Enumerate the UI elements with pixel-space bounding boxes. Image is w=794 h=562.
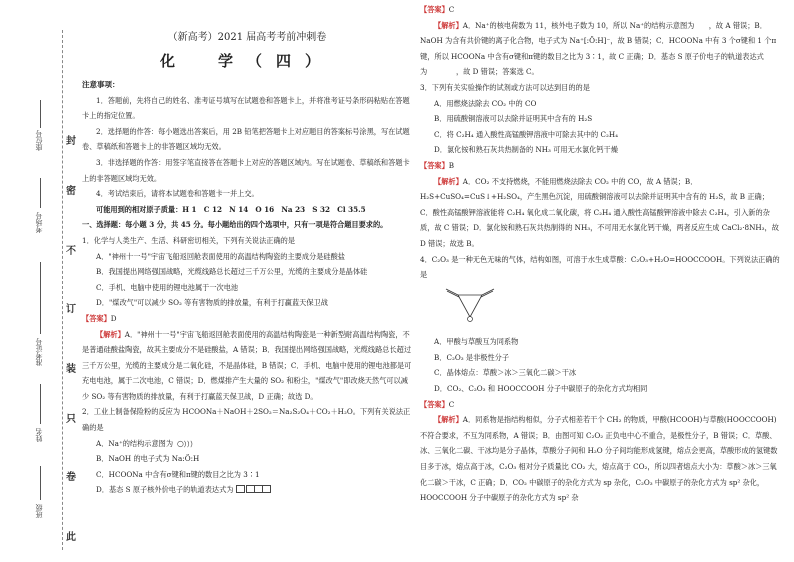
option-4a: A．甲酸与草酸互为同系物 [434,337,519,347]
binding-margin [0,0,78,562]
seat-number-label: 座位号 [35,130,43,151]
option-2a: A．Na⁺的结构示意图为 [96,438,174,448]
answer-label: 【答案】 [420,5,449,14]
left-column [82,0,412,498]
notice-item: 3．非选择题的作答：用签字笔直接答在答题卡上对应的答题区域内。写在试题卷、草稿纸和答题卡上的非答题区域均无效。 [82,157,410,183]
answer-2: C [448,5,455,14]
explanation-label: 【解析】 [434,176,463,186]
seal-char: 卷 [66,472,76,483]
option-4c: C．晶体熔点：草酸＞冰＞三氧化二碳＞干冰 [434,368,577,378]
seal-char: 只 [66,414,76,425]
answer-4: C [448,399,455,409]
admission-number-label: 准考证号 [35,338,43,366]
option-1d: D．"煤改气"可以减少 SO₂ 等有害物质的排放量，有利于打赢蓝天保卫战 [96,298,328,308]
seal-char: 封 [66,136,76,147]
class-label: 班级 [35,504,43,518]
name-line [40,384,41,424]
explanation-4: A．同系物是指结构相似，分子式相差若干个 CH₂ 的物质，甲酸(HCOOH)与草酸(HOOCCOOH)不符合要求，不互为同系物，A 错误；B．由图可知 C₂O₂ 正负电中心不重合，是极性分子，B 错误；C．草酸、冰、三氧化二碳、干冰均是分子晶体，草酸分子间和 H₂O 分子间均能形成氢键，熔点会更高，草酸形成的氢键数目多于冰，熔点高于冰，C₂O₃ 相对分子质量比 CO₂ 大，熔点高于 CO₂，所以四者熔点大小为：草酸＞冰＞三氧化二碳＞干冰，C 正确；D．CO₂ 中碳原子的杂化方式为 sp 杂化，C₂O₃ 中碳原子的杂化方式为 sp² 杂化，HOOCCOOH 分子中碳原子的杂化方式为 sp² 杂 [420,415,778,503]
option-4d: D．CO₂、C₂O₃ 和 HOOCCOOH 分子中碳原子的杂化方式均相同 [434,384,648,394]
exam-room-line [40,178,41,208]
question-4: 4．C₂O₃ 是一种无色无味的气体，结构如图，可溶于水生成草酸：C₂O₃+H₂O=HOOCCOOH。下列说法正确的是 [420,254,780,280]
section-heading: 一、选择题：每小题 3 分，共 45 分。每小题给出的四个选项中，只有一项是符合题目要求的。 [82,220,388,230]
option-3a: A．用燃烧法除去 CO₂ 中的 CO [434,98,537,108]
na-ion-diagram-icon [175,440,197,448]
class-line [40,466,41,500]
answer-label: 【答案】 [420,160,449,170]
answer-1: D [110,313,117,323]
option-1a: A．"神州十一号"宇宙飞船返回舱表面使用的高温结构陶瓷的主要成分是硅酸盐 [96,251,345,261]
subject-title: 化 学（四） [159,52,334,70]
answer-3: B [448,160,455,170]
option-2b: B．NaOH 的电子式为 Na:Ö:H [96,454,200,464]
question-1: 1．化学与人类生产、生活、科研密切相关，下列有关说法正确的是 [82,235,296,245]
c2o3-structure-icon [440,287,500,327]
seal-char: 订 [66,304,76,315]
notice-heading: 注意事项： [82,80,120,89]
notice-item: 2．选择题的作答：每小题选出答案后，用 2B 铅笔把答题卡上对应题目的答案标号涂黑，写在试题卷、草稿纸和答题卡上的非答题区域均无效。 [82,126,410,152]
explanation-label: 【解析】 [434,20,463,30]
explanation-3: A．CO₂ 不支持燃烧，不能用燃烧法除去 CO₂ 中的 CO，故 A 错误；B．H₂S+CuSO₄=CuS↓+H₂SO₄，产生黑色沉淀，用硫酸铜溶液可以去除并证明其中含有的 H₂S，故 B 正确；C．酸性高锰酸钾溶液能将 C₂H₄ 氧化成二氧化碳，将 C₂H₄ 通入酸性高锰酸钾溶液中除去 C₂H₄，引入新的杂质，故 C 错误；D．氯化铵和熟石灰共热制得的 NH₃，不可用无水氯化钙干燥，两者反应生成 CaCl₂·8NH₃，故 D 错误；故选 B。 [420,176,779,248]
orbital-diagram-icon [236,483,270,499]
exam-room-label: 考场号 [35,212,43,233]
notice-item: 1．答题前，先将自己的姓名、准考证号填写在试题卷和答题卡上，并将准考证号条形码粘贴在答题卡上的指定位置。 [82,95,410,121]
explanation-2: A．Na⁺的核电荷数为 11，核外电子数为 10，所以 Na⁺的结构示意图为 ，故 A 错误；B．NaOH 为含有共价键的离子化合物，电子式为 Na⁺[:Ö:H]⁻，故 B 错误；C．HCOONa 中有 3 个σ键和 1 个π键，所以 HCOONa 中含有σ键和π键的数目之比为 3∶1，故 C 正确；D．基态 S 原子价电子的轨道表达式为 ，故 D 错误；答案选 C。 [420,20,777,77]
option-3d: D．氯化铵和熟石灰共热制备的 NH₃ 可用无水氯化钙干燥 [434,145,618,155]
exam-title: （新高考）2021 届高考考前冲刺卷 [167,32,327,43]
option-2c: C．HCOONa 中含有σ键和π键的数目之比为 3∶1 [96,469,260,479]
option-3b: B．用硫酸铜溶液可以去除并证明其中含有的 H₂S [434,114,593,124]
atomic-masses: 可能用到的相对原子质量：H 1 C 12 N 14 O 16 Na 23 S 32 Cl 35.5 [96,204,366,214]
notice-item: 4．考试结束后，请将本试题卷和答题卡一并上交。 [96,189,259,199]
admission-number-line [40,262,41,334]
seat-number-line [40,100,41,128]
explanation-label: 【解析】 [96,329,125,339]
option-2d: D．基态 S 原子核外价电子的轨道表达式为 [96,485,234,495]
option-1c: C．手机、电脑中使用的锂电池属于一次电池 [96,282,239,292]
seal-char: 不 [66,246,76,257]
seal-char: 装 [66,364,76,375]
option-3c: C．将 C₂H₄ 通入酸性高锰酸钾溶液中可除去其中的 C₂H₄ [434,129,618,139]
explanation-1: A．"神州十一号"宇宙飞船返回舱表面使用的高温结构陶瓷是一种新型耐高温结构陶瓷，不是普通硅酸盐陶瓷，故其主要成分不是硅酸盐，A 错误；B．我国提出网络强国战略，光缆线路总长超过三千万公里，光缆的主要成分是二氧化硅，不是晶体硅，B 错误；C．手机、电脑中使用的锂电池都是可充电电池，属于二次电池，C 错误；D．燃煤排产生大量的 SO₂ 和粉尘，"煤改气"即改烧天然气可以减少 SO₂ 等有害物质的排放量，有利于打赢蓝天保卫战，D 正确；故选 D。 [82,329,412,401]
option-4b: B．C₂O₃ 是非极性分子 [434,352,510,362]
seal-dashed-line [62,30,63,550]
seal-char: 此 [66,532,76,543]
answer-label: 【答案】 [82,313,111,323]
right-column [420,2,780,506]
option-1b: B．我国提出网络强国战略，光缆线路总长超过三千万公里，光缆的主要成分是晶体硅 [96,267,368,277]
seal-char: 密 [66,186,76,197]
question-3: 3．下列有关实验操作的试剂或方法可以达到目的的是 [420,82,590,92]
question-2: 2．工业上制备保险粉的反应为 HCOONa＋NaOH＋2SO₂＝Na₂S₂O₄＋CO₂＋H₂O。下列有关说法正确的是 [82,407,411,433]
name-label: 姓名 [35,428,43,442]
answer-label: 【答案】 [420,399,449,409]
explanation-label: 【解析】 [434,415,463,425]
